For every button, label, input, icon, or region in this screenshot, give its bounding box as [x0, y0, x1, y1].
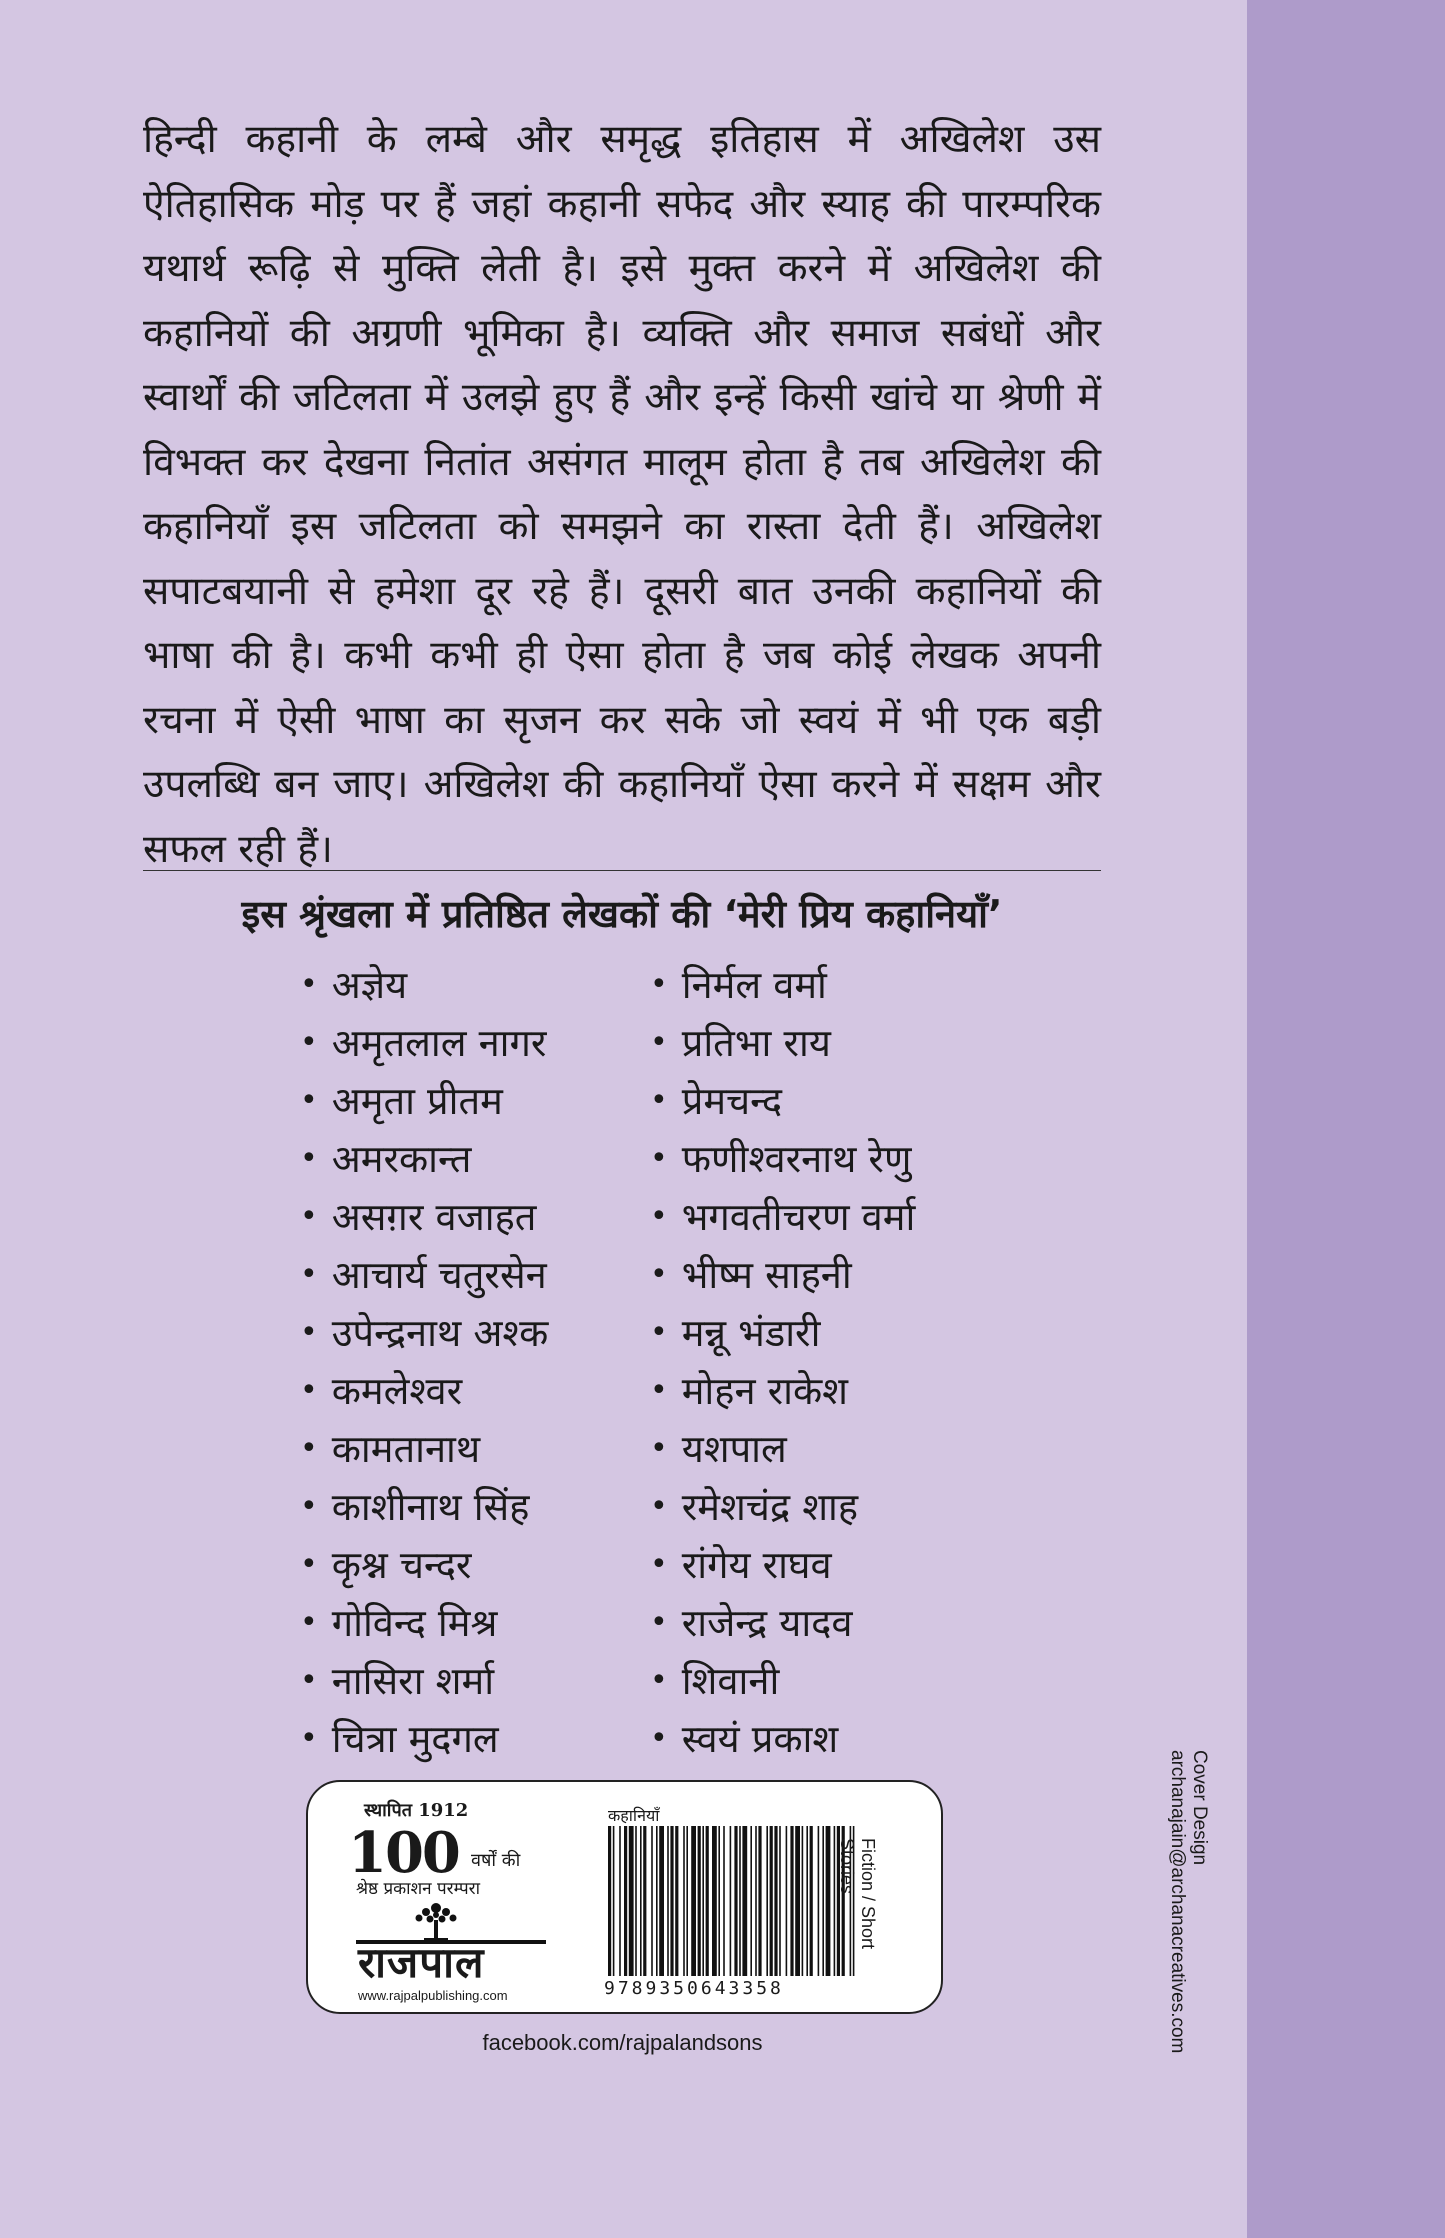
barcode-bar — [810, 1826, 813, 1976]
list-item: • रांगेय राघव — [650, 1536, 915, 1594]
barcode-bar — [683, 1826, 685, 1976]
barcode-bar — [712, 1826, 717, 1976]
author-list-left — [300, 956, 548, 1768]
barcode-label: कहानियाँ — [608, 1806, 660, 1825]
barcode-bar — [822, 1826, 824, 1976]
list-item: • रमेशचंद्र शाह — [650, 1478, 915, 1536]
barcode-bar — [651, 1826, 653, 1976]
hundred-number: 100 — [348, 1820, 459, 1886]
list-item: • अमृता प्रीतम — [300, 1072, 548, 1130]
barcode-bar — [670, 1826, 673, 1976]
barcode-bar — [640, 1826, 642, 1976]
barcode-bar — [613, 1826, 615, 1976]
barcode-bar — [619, 1826, 621, 1976]
list-item: • गोविन्द मिश्र — [300, 1594, 548, 1652]
barcode-bar — [826, 1826, 831, 1976]
list-item: • अमृतलाल नागर — [300, 1014, 548, 1072]
list-item: • अमरकान्त — [300, 1130, 548, 1188]
credit-title: Cover Design — [1189, 1750, 1210, 1866]
barcode-bar — [675, 1826, 678, 1976]
list-item: • भीष्म साहनी — [650, 1246, 915, 1304]
barcode-bar — [718, 1826, 720, 1976]
barcode-bar — [779, 1826, 781, 1976]
barcode-bar — [806, 1826, 808, 1976]
barcode-bar — [635, 1826, 637, 1976]
barcode-bar — [656, 1826, 658, 1976]
barcode-bar — [766, 1826, 768, 1976]
list-item: • राजेन्द्र यादव — [650, 1594, 915, 1652]
years-text: वर्षों की — [471, 1850, 521, 1871]
barcode-bar — [698, 1826, 701, 1976]
spine-band — [1247, 0, 1445, 2238]
barcode-bar — [667, 1826, 669, 1976]
barcode-bar — [624, 1826, 627, 1976]
list-item: • चित्रा मुदगल — [300, 1710, 548, 1768]
series-title: इस श्रृंखला में प्रतिष्ठित लेखकों की ‘मेरी प्रिय कहानियाँ’ — [241, 892, 1003, 936]
barcode-bar — [786, 1826, 788, 1976]
list-item: • कमलेश्वर — [300, 1362, 548, 1420]
list-item: • निर्मल वर्मा — [650, 956, 915, 1014]
barcode-bar — [702, 1826, 704, 1976]
list-item: • प्रतिभा राय — [650, 1014, 915, 1072]
barcode-bar — [734, 1826, 737, 1976]
barcode-bar — [802, 1826, 804, 1976]
genre-text: Fiction / Short Stories — [837, 1838, 878, 1950]
publisher-website: www.rajpalpublishing.com — [358, 1988, 508, 2003]
barcode-bar — [834, 1826, 836, 1976]
barcode-bar — [691, 1826, 696, 1976]
barcode-bar — [730, 1826, 732, 1976]
list-item: • मन्नू भंडारी — [650, 1304, 915, 1362]
list-item: • नासिरा शर्मा — [300, 1652, 548, 1710]
list-item: • असग़र वजाहत — [300, 1188, 548, 1246]
list-item: • कामतानाथ — [300, 1420, 548, 1478]
list-item: • मोहन राकेश — [650, 1362, 915, 1420]
list-item: • आचार्य चतुरसेन — [300, 1246, 548, 1304]
tradition-text: श्रेष्ठ प्रकाशन परम्परा — [356, 1879, 481, 1899]
barcode-bar — [818, 1826, 820, 1976]
barcode-bar — [750, 1826, 752, 1976]
barcode-bar — [659, 1826, 664, 1976]
list-item: • शिवानी — [650, 1652, 915, 1710]
divider — [143, 870, 1101, 871]
barcode-bar — [790, 1826, 793, 1976]
blurb-text: हिन्दी कहानी के लम्बे और समृद्ध इतिहास में अखिलेश उस ऐतिहासिक मोड़ पर हैं जहां कहानी सफेद और स्याह की पारम्परिक यथार्थ रूढ़ि से मुक्ति लेती है। इसे मुक्त करने में अखिलेश की कहानियों की अग्रणी भूमिका है। व्यक्ति और समाज सबंधों और स्वार्थों की जटिलता में उलझे हुए हैं और इन्हें किसी खांचे या श्रेणी में विभक्त कर देखना नितांत असंगत मालूम होता है तब अखिलेश की कहानियाँ इस जटिलता को समझने का रास्ता देती हैं। अखिलेश सपाटबयानी से हमेशा दूर रहे हैं। दूसरी बात उनकी कहानियों की भाषा की है। कभी कभी ही ऐसा होता है जब कोई लेखक अपनी रचना में ऐसी भाषा का सृजन कर सके जो स्वयं में भी एक बड़ी उपलब्धि बन जाए। अखिलेश की कहानियाँ ऐसा करने में सक्षम और सफल रही हैं। — [143, 117, 1101, 872]
barcode-bar — [739, 1826, 741, 1976]
barcode-bar — [608, 1826, 611, 1976]
list-item: • अज्ञेय — [300, 956, 548, 1014]
barcode-bar — [686, 1826, 688, 1976]
facebook-url: facebook.com/rajpalandsons — [482, 2030, 763, 2055]
barcode-bar — [770, 1826, 773, 1976]
list-item: • स्वयं प्रकाश — [650, 1710, 915, 1768]
barcode-bar — [629, 1826, 634, 1976]
list-item: • उपेन्द्रनाथ अश्क — [300, 1304, 548, 1362]
isbn-digits: 9789350643358 — [604, 1978, 784, 1999]
list-item: • काशीनाथ सिंह — [300, 1478, 548, 1536]
list-item: • भगवतीचरण वर्मा — [650, 1188, 915, 1246]
list-item: • प्रेमचन्द — [650, 1072, 915, 1130]
barcode-bar — [643, 1826, 646, 1976]
cover-design-credit — [1166, 1750, 1210, 2053]
list-item: • फणीश्वरनाथ रेणु — [650, 1130, 915, 1188]
brand-logo-text: राजपाल — [358, 1938, 485, 1987]
author-list-right — [650, 956, 915, 1768]
barcode-bar — [706, 1826, 709, 1976]
barcode-bar — [742, 1826, 747, 1976]
barcode-bar — [723, 1826, 725, 1976]
barcode-bar — [758, 1826, 761, 1976]
barcode-icon — [604, 1826, 858, 1976]
list-item: • कृश्न चन्दर — [300, 1536, 548, 1594]
barcode-bar — [774, 1826, 777, 1976]
established-text: स्थापित 1912 — [364, 1800, 469, 1821]
barcode-bar — [795, 1826, 800, 1976]
list-item: • यशपाल — [650, 1420, 915, 1478]
barcode-bar — [755, 1826, 757, 1976]
credit-email: archanajain@archanacreatives.com — [1167, 1750, 1188, 2054]
